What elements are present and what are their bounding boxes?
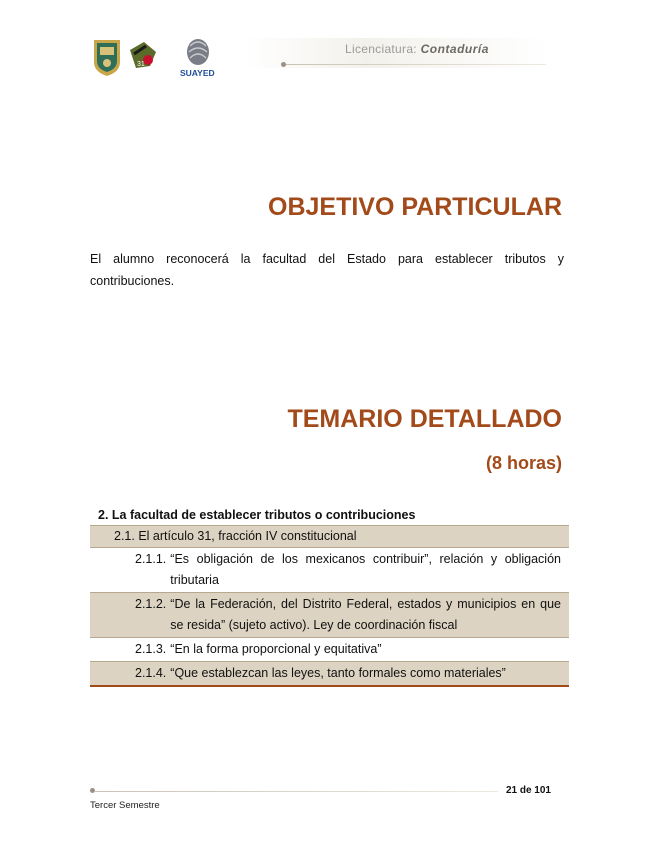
subtopic-text: “Es obligación de los mexicanos contribuir”, relación y obligación tributaria xyxy=(170,552,561,587)
footer-divider xyxy=(94,791,498,792)
subtopic-row xyxy=(90,548,569,593)
syllabus-table xyxy=(90,505,569,687)
unit-heading: 2. La facultad de establecer tributos o contribuciones xyxy=(90,505,569,526)
objective-text: El alumno reconocerá la facultad del Estado para establecer tributos y contribuciones. xyxy=(90,252,564,288)
unam-shield-icon xyxy=(94,40,120,76)
semester-label: Tercer Semestre xyxy=(90,800,160,811)
header-divider xyxy=(284,64,546,65)
suayed-logo-icon xyxy=(180,39,215,78)
program-name: Contaduría xyxy=(420,42,489,56)
objective-title: OBJETIVO PARTICULAR xyxy=(268,193,562,221)
subtopic-number: 2.1.1. xyxy=(135,552,167,566)
svg-text:31: 31 xyxy=(137,61,145,68)
syllabus-title: TEMARIO DETALLADO xyxy=(287,405,562,433)
subtopic-row xyxy=(90,638,569,662)
syllabus-hours: (8 horas) xyxy=(485,453,562,473)
subtopic-number: 2.1.4. xyxy=(135,666,167,680)
subtopic-number: 2.1.2. xyxy=(135,597,167,611)
program-header xyxy=(345,42,489,56)
suayed-logo-text: SUAYED xyxy=(180,68,215,78)
program-prefix: Licenciatura: xyxy=(345,42,421,56)
subtopic-row xyxy=(90,593,569,638)
subtopic-number: 2.1.3. xyxy=(135,642,167,656)
subtopic-text: “En la forma proporcional y equitativa” xyxy=(170,642,382,656)
subtopic-text: “Que establezcan las leyes, tanto formales como materiales” xyxy=(170,666,506,680)
institution-logos xyxy=(90,36,220,78)
topic-text: El artículo 31, fracción IV constitucional xyxy=(138,529,357,543)
topic-number: 2.1. xyxy=(114,529,135,543)
header-bullet-icon xyxy=(281,62,286,67)
subtopic-row xyxy=(90,662,569,687)
fca-emblem-icon xyxy=(130,42,156,68)
subtopic-text: “De la Federación, del Distrito Federal, estados y municipios en que se resida” (sujeto activo). Ley de coordinación fiscal xyxy=(170,597,561,632)
topic-row xyxy=(90,526,569,548)
page-number: 21 de 101 xyxy=(505,785,551,796)
